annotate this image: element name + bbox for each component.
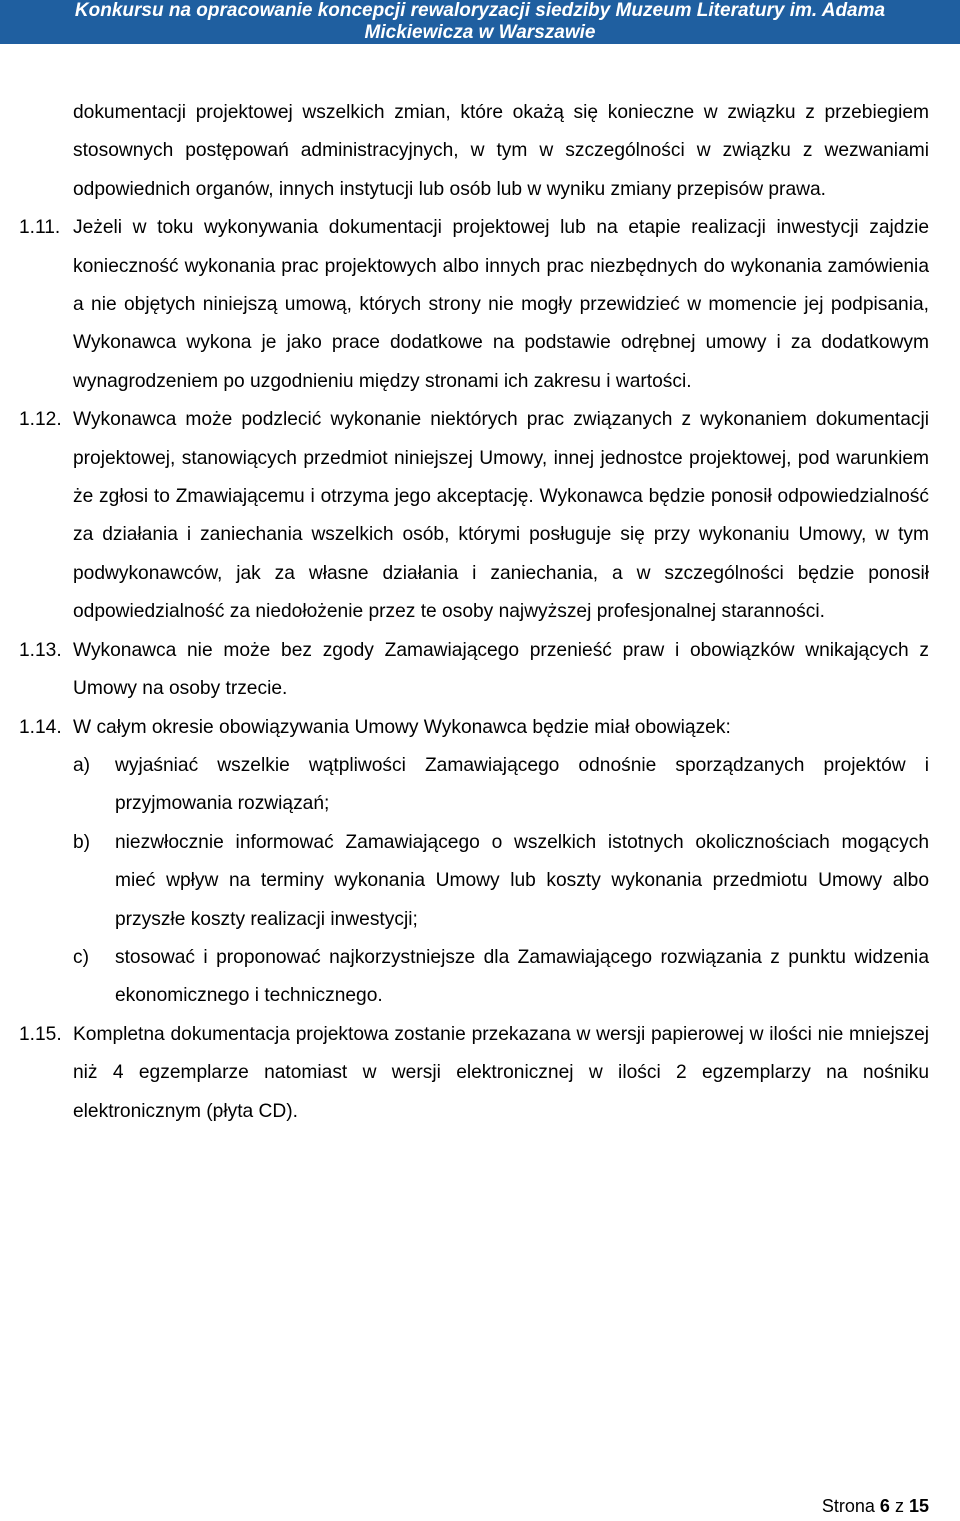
section-number: 1.14. <box>19 716 62 738</box>
section-number: 1.12. <box>19 409 62 431</box>
section-1-11 <box>19 209 929 401</box>
obligations-list <box>19 747 929 1016</box>
section-1-14 <box>19 709 929 747</box>
header-title-line-2: Mickiewicza w Warszawie <box>364 22 596 43</box>
page-label: Strona <box>821 1496 875 1516</box>
header-title-line-1: Konkursu na opracowanie koncepcji rewaloryzacji siedziby Muzeum Literatury im. Adama <box>74 0 886 21</box>
list-item-letter: c) <box>73 946 89 968</box>
list-item-text: niezwłocznie informować Zamawiającego o wszelkich istotnych okolicznościach mogących mieć wpływ na terminy wykonania Umowy lub koszty wykonania przedmiotu Umowy albo przyszłe koszty realizacji inwestycji; <box>115 831 929 930</box>
section-text: Wykonawca może podzlecić wykonanie niektórych prac związanych z wykonaniem dokumentacji projektowej, stanowiących przedmiot niniejszej Umowy, innej jednostce projektowej, pod warunkiem że zgłosi to Zmawiającemu i otrzyma jego akceptację. Wykonawca będzie ponosił odpowiedzialność za działania i zaniechania wszelkich osób, którymi posługuje się przy wykonaniu Umowy, w tym podwykonawców, jak za własne działania i zaniechania, a w szczególności będzie ponosił odpowiedzialność za niedołożenie przez te osoby najwyższej profesjonalnej staranności. <box>73 409 929 623</box>
list-item <box>73 824 929 939</box>
section-1-13 <box>19 632 929 709</box>
section-number: 1.11. <box>19 217 61 239</box>
page-separator: z <box>894 1496 904 1516</box>
page-number-footer <box>822 1496 929 1516</box>
intro-paragraph: dokumentacji projektowej wszelkich zmian, które okażą się konieczne w związku z przebiegiem stosownych postępowań administracyjnych, w tym w szczególności w związku z wezwaniami odpowiednich organów, innych instytucji lub osób lub w wyniku zmiany przepisów prawa. <box>73 102 929 200</box>
list-item-letter: a) <box>73 754 91 776</box>
section-text: Wykonawca nie może bez zgody Zamawiającego przenieść praw i obowiązków wnikających z Umowy na osoby trzecie. <box>73 639 929 700</box>
section-text: W całym okresie obowiązywania Umowy Wykonawca będzie miał obowiązek: <box>73 716 731 738</box>
section-text: Kompletna dokumentacja projektowa zostanie przekazana w wersji papierowej w ilości nie mniejszej niż 4 egzemplarze natomiast w wersji elektronicznej w ilości 2 egzemplarzy na nośniku elektronicznym (płyta CD). <box>73 1023 929 1122</box>
list-item-letter: b) <box>73 831 91 853</box>
list-item <box>73 747 929 824</box>
list-item-text: stosować i proponować najkorzystniejsze dla Zamawiającego rozwiązania z punktu widzenia ekonomicznego i technicznego. <box>115 946 929 1007</box>
section-1-12 <box>19 401 929 631</box>
list-item-text: wyjaśniać wszelkie wątpliwości Zamawiającego odnośnie sporządzanych projektów i przyjmowania rozwiązań; <box>115 754 929 815</box>
section-number: 1.15. <box>19 1023 62 1045</box>
document-body <box>19 94 929 1131</box>
section-number: 1.13. <box>19 639 62 661</box>
current-page-number: 6 <box>879 1496 890 1516</box>
document-header <box>0 0 960 44</box>
total-pages-number: 15 <box>908 1496 929 1516</box>
section-1-15 <box>19 1016 929 1131</box>
list-item <box>73 939 929 1016</box>
section-text: Jeżeli w toku wykonywania dokumentacji projektowej lub na etapie realizacji inwestycji zajdzie konieczność wykonania prac projektowych albo innych prac niezbędnych do wykonania zamówienia a nie objętych niniejszą umową, których strony nie mogły przewidzieć w momencie jej podpisania, Wykonawca wykona je jako prace dodatkowe na podstawie odrębnej umowy i za dodatkowym wynagrodzeniem po uzgodnieniu między stronami ich zakresu i wartości. <box>73 217 929 392</box>
